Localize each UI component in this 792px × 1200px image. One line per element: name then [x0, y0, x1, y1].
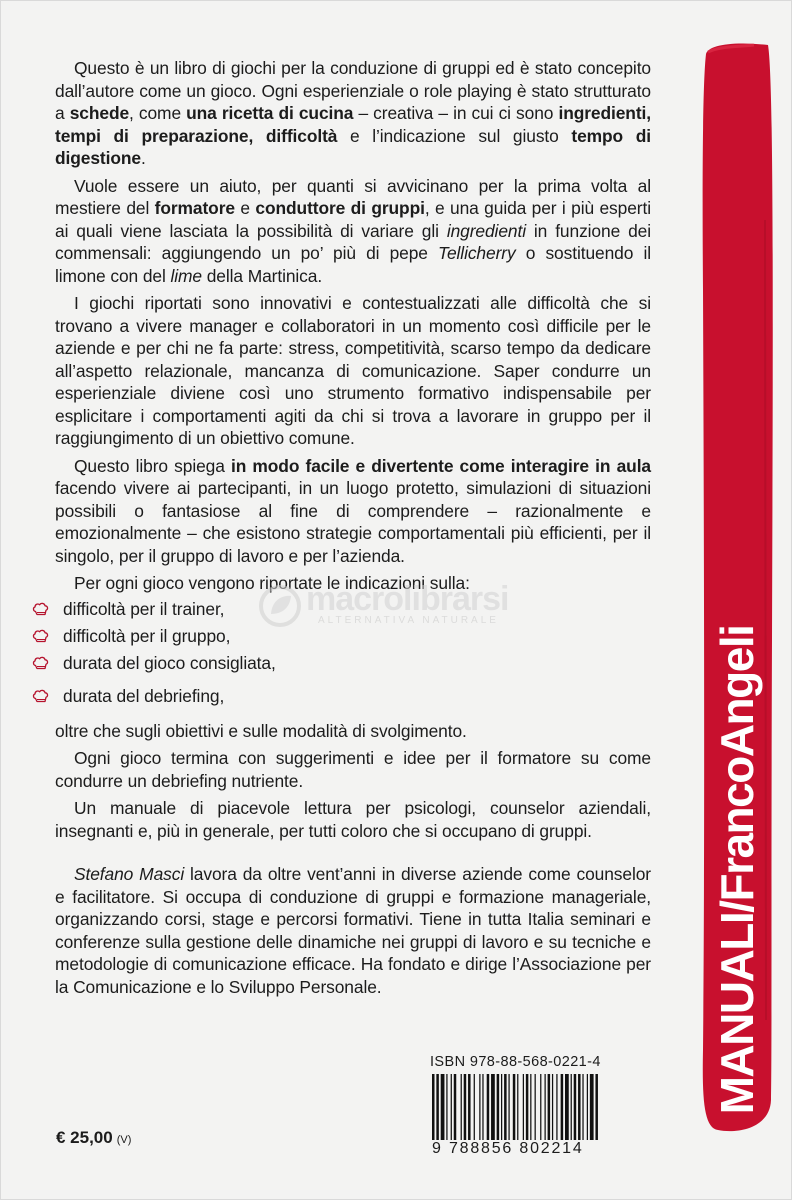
barcode: [432, 1074, 682, 1140]
paragraph-4: [55, 455, 651, 568]
bio-text: lavora da oltre vent’anni in diverse aziende come counselor e facilitatore. Si occupa di conduzione di gruppi e formazione manageriale, organizzando corsi, stage e percorsi formativi. Tiene in tutta Italia seminari e conferenze sulla gestione delle dinamiche nei gruppi di lavoro e su tecniche e metodologie di comunicazione efficace. Ha fondato e dirige l’Associazione per la Comunicazione e lo Sviluppo Personale.: [55, 864, 651, 997]
bold-run: schede: [69, 103, 130, 123]
bold-run: formatore: [154, 198, 235, 218]
text-run: in funzione dei commensali: aggiungendo un po’ più di pepe: [55, 220, 651, 263]
author-bio: [55, 863, 651, 998]
text-run: Questo libro spiega: [74, 455, 231, 476]
series-label: MANUALI/FrancoAngeli: [711, 625, 763, 1115]
price-code: (V): [116, 1134, 132, 1146]
paragraph-2: [55, 175, 651, 288]
bold-run: in modo facile e divertente come interagire in aula: [230, 455, 651, 476]
text-run: – creativa – in cui ci sono: [353, 103, 559, 123]
bold-run: ingredienti, tempi di preparazione, difficoltà: [55, 103, 651, 146]
watermark-tagline: ALTERNATIVA NATURALE: [318, 615, 499, 626]
italic-run: ingredienti: [446, 220, 526, 241]
text-run: .: [140, 148, 146, 168]
barcode-digits: 9 788856 802214: [432, 1140, 584, 1157]
blurb-text: [55, 57, 651, 1003]
paragraph-7: Ogni gioco termina con suggerimenti e idee per il formatore su come condurre un debriefing nutriente.: [55, 748, 651, 791]
bold-run: tempo di digestione: [55, 125, 651, 168]
price-value: € 25,00: [56, 1128, 113, 1147]
paragraph-6: oltre che sugli obiettivi e sulle modalità di svolgimento.: [55, 720, 467, 741]
chef-hat-icon: [32, 689, 49, 704]
bold-run: conduttore di gruppi: [255, 198, 425, 218]
bullet-text: durata del gioco consigliata,: [63, 652, 276, 673]
paragraph-3: I giochi riportati sono innovativi e contestualizzati alle difficoltà che si trovano a vivere manager e collaboratori in un momento così difficile per le aziende e per chi ne fa parte: stress, competitività, scarso tempo da dedicare all’aspetto relazionale, mancanza di comunicazione. Saper condurre un esperienziale diviene così uno strumento formativo indispensabile per esplicitare i comportamenti agiti da chi si trova a lavorare in gruppo per il raggiungimento di un obiettivo comune.: [55, 293, 651, 448]
text-run: Questo è un libro di giochi per la conduzione di gruppi ed è stato concepito dall’autore come un gioco. Ogni esperienziale o role playing è stato strutturato a: [55, 58, 651, 123]
text-run: Vuole essere un aiuto, per quanti si avvicinano per la prima volta al mestiere del: [55, 175, 651, 218]
italic-run: lime: [170, 265, 202, 286]
paragraph-8: Un manuale di piacevole lettura per psicologi, counselor aziendali, insegnanti e, più in generale, per tutti coloro che si occupano di gruppi.: [55, 798, 651, 841]
price: [56, 1128, 131, 1148]
chef-hat-icon: [32, 602, 49, 617]
author-name: Stefano Masci: [74, 864, 185, 884]
bullet-text: durata del debriefing,: [63, 685, 225, 706]
italic-run: Tellicherry: [438, 243, 516, 263]
watermark: [258, 582, 558, 632]
chef-hat-icon: [32, 629, 49, 644]
text-run: o sostituendo il limone con del: [55, 243, 651, 286]
isbn: ISBN 978-88-568-0221-4: [430, 1054, 601, 1070]
text-run: facendo vivere ai partecipanti, in un luogo protetto, simulazioni di situazioni possibili o fantasiose al fine di comprendere – razionalmente e emozionalmente – che esistono strategie comportamentali più efficienti, per il singolo, per il gruppo di lavoro e per l’azienda.: [55, 478, 651, 566]
chef-hat-icon: [32, 656, 49, 671]
list-item: [55, 683, 651, 710]
watermark-name: macrolibrarsi: [306, 580, 509, 618]
list-item: [55, 650, 651, 677]
bullet-text: difficoltà per il gruppo,: [63, 625, 231, 646]
leaf-logo-icon: [258, 584, 302, 628]
text-run: e l’indicazione sul giusto: [337, 125, 572, 146]
paragraph-1: [55, 57, 651, 170]
bold-run: una ricetta di cucina: [186, 103, 354, 123]
paragraph-5: Per ogni gioco vengono riportate le indicazioni sulla:: [74, 573, 470, 593]
text-run: , e una guida per i più esperti ai quali viene lasciata la possibilità di variare gli: [55, 198, 651, 241]
text-run: della Martinica.: [201, 265, 323, 286]
bullet-text: difficoltà per il trainer,: [63, 598, 225, 619]
text-run: , come: [129, 103, 187, 123]
text-run: e: [234, 198, 256, 218]
